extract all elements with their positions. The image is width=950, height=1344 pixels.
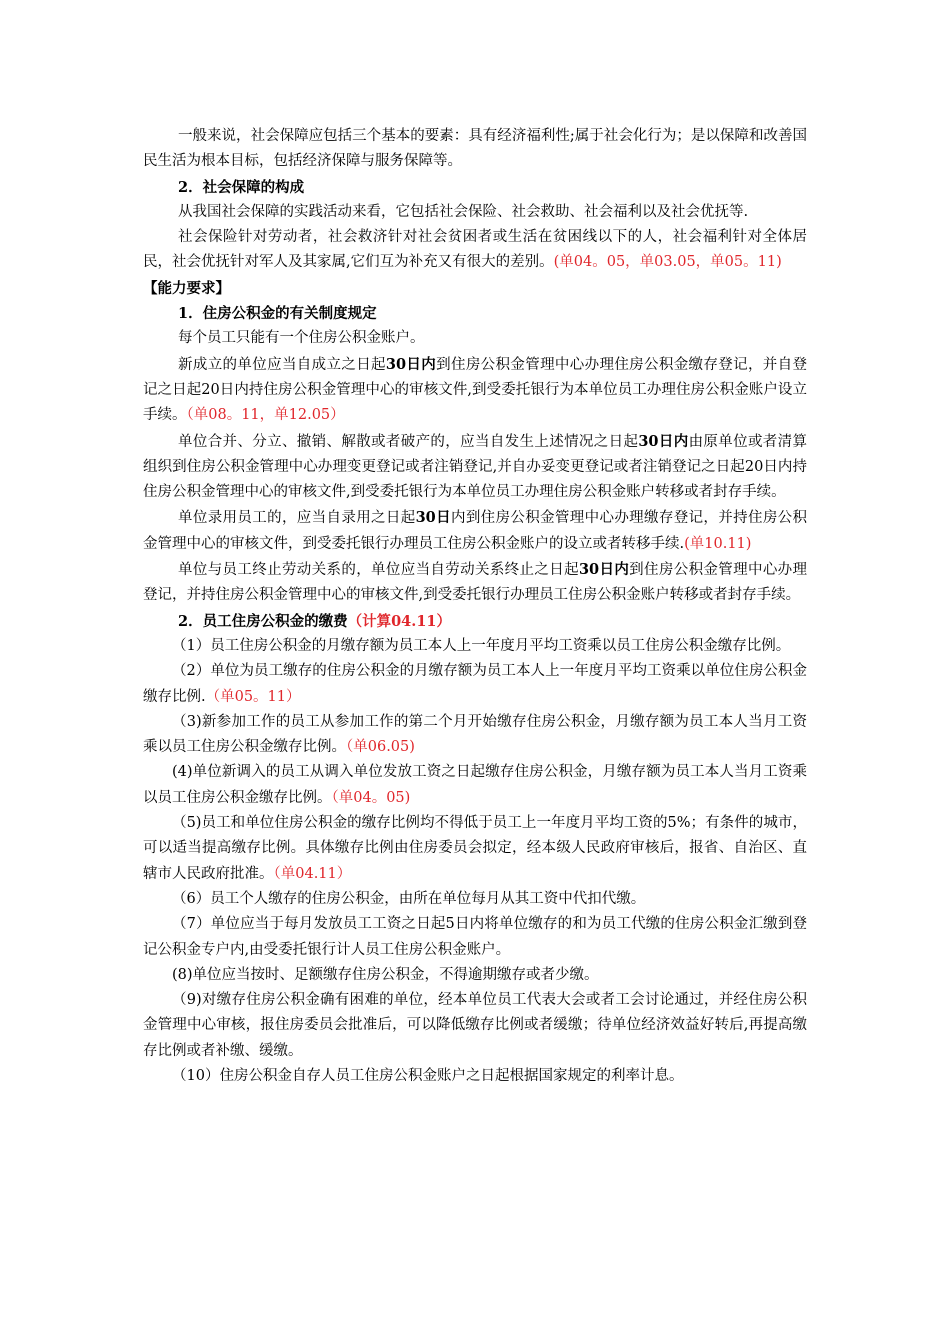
rule-paragraph-2 bbox=[143, 352, 807, 429]
item-text: （3)新参加工作的员工从参加工作的第二个月开始缴存住房公积金，月缴存额为员工本人当月工资乘以员工住房公积金缴存比例。 bbox=[143, 713, 807, 756]
rule-text: 单位与员工终止劳动关系的，单位应当自劳动关系终止之日起 bbox=[178, 562, 579, 579]
item-text: （6）员工个人缴存的住房公积金，由所在单位每月从其工资中代扣代缴。 bbox=[172, 890, 646, 907]
contribution-item bbox=[143, 887, 807, 912]
contribution-item bbox=[143, 634, 807, 659]
item-text: （7）单位应当于每月发放员工工资之日起5日内将单位缴存的和为员工代缴的住房公积金汇缴到登记公积金专户内,由受委托银行计人员工住房公积金账户。 bbox=[143, 916, 807, 958]
rule-paragraph-5 bbox=[143, 557, 807, 609]
contribution-item bbox=[143, 760, 807, 811]
item-text: （1）员工住房公积金的月缴存额为员工本人上一年度月平均工资乘以员工住房公积金缴存比例。 bbox=[172, 637, 791, 654]
item-text: （2）单位为员工缴存的住房公积金的月缴存额为员工本人上一年度月平均工资乘以单位住房公积金缴存比例. bbox=[143, 663, 807, 705]
contribution-item bbox=[143, 963, 807, 988]
item-text: （9)对缴存住房公积金确有困难的单位，经本单位员工代表大会或者工会讨论通过，并经住房公积金管理中心审核，报住房委员会批准后，可以降低缴存比例或者缓缴；待单位经济效益好转后,再提高缴存比例或者补缴、缓缴。 bbox=[143, 992, 807, 1059]
rule-text: 到住房公积金管理中心办理住房公积金缴存登记，并自登记之日起20日内持住房公积金管理中心的审核文件,到受委托银行为本单位员工办理住房公积金账户设立手续。 bbox=[143, 356, 808, 424]
rule-text: 由原单位或者清算组织到住房公积金管理中心办理变更登记或者注销登记,并自办妥变更登记或者注销登记之日起20日内持住房公积金管理中心的审核文件,到受委托银行为本单位员工办理住房公积金账户转移或者封存手续。 bbox=[143, 433, 808, 501]
section-heading-composition: 2．社会保障的构成 bbox=[178, 178, 305, 196]
rule-deadline-bold: 30日内 bbox=[638, 432, 689, 450]
rule-text: 单位合并、分立、撤销、解散或者破产的，应当自发生上述情况之日起 bbox=[178, 433, 639, 450]
rule-text: 到住房公积金管理中心办理登记，并持住房公积金管理中心的审核文件,到受委托银行办理员工住房公积金账户转移或者封存手续。 bbox=[143, 562, 808, 604]
item-text: （10）住房公积金自存人员工住房公积金账户之日起根据国家规定的利率计息。 bbox=[172, 1067, 684, 1084]
rule-deadline-bold: 30日内 bbox=[578, 561, 630, 579]
intro-paragraph-2: 从我国社会保障的实践活动来看，它包括社会保险、社会救助、社会福利以及社会优抚等. bbox=[178, 203, 749, 220]
contribution-item bbox=[143, 811, 807, 887]
contribution-item bbox=[143, 988, 807, 1064]
rule-text: 新成立的单位应当自成立之日起 bbox=[178, 356, 386, 373]
rule-text: 单位录用员工的，应当自录用之日起 bbox=[178, 510, 416, 527]
section-heading-text: 2．员工住房公积金的缴费 bbox=[178, 612, 348, 630]
contribution-item bbox=[143, 912, 807, 963]
intro-paragraph-1: 一般来说，社会保障应包括三个基本的要素：具有经济福利性;属于社会化行为；是以保障和改善国民生活为根本目标，包括经济保障与服务保障等。 bbox=[143, 128, 807, 170]
intro-paragraph-3 bbox=[143, 225, 807, 276]
exam-reference: （单05。11） bbox=[205, 688, 301, 705]
rule-text: 内到住房公积金管理中心办理缴存登记，并持住房公积金管理中心的审核文件，到受委托银行办理员工住房公积金账户的设立或者转移手续. bbox=[143, 510, 808, 552]
section-heading-contributions bbox=[143, 609, 807, 634]
section-heading-housing-fund-rules: 1．住房公积金的有关制度规定 bbox=[178, 305, 377, 323]
rule-deadline-bold: 30日 bbox=[415, 509, 451, 527]
exam-reference: (单04。05，单03.05，单05。11) bbox=[553, 254, 782, 271]
rule-deadline-bold: 30日内 bbox=[385, 355, 437, 373]
exam-reference: （单04.11） bbox=[273, 865, 352, 882]
exam-reference: （计算04.11） bbox=[347, 612, 451, 630]
contribution-item bbox=[143, 1064, 807, 1089]
ability-heading: 【能力要求】 bbox=[143, 279, 230, 297]
exam-reference: （单06.05) bbox=[346, 739, 415, 756]
item-text: （5)员工和单位住房公积金的缴存比例均不得低于员工上一年度月平均工资的5%；有条件的城市，可以适当提高缴存比例。具体缴存比例由住房委员会拟定，经本级人民政府审核后，报省、自治区、直辖市人民政府批准。 bbox=[143, 815, 807, 882]
exam-reference: （单04。05) bbox=[331, 789, 411, 806]
rule-paragraph-3 bbox=[143, 429, 807, 506]
contribution-item bbox=[143, 659, 807, 710]
item-text: (8)单位应当按时、足额缴存住房公积金，不得逾期缴存或者少缴。 bbox=[172, 966, 599, 983]
item-text: (4)单位新调入的员工从调入单位发放工资之日起缴存住房公积金，月缴存额为员工本人当月工资乘以员工住房公积金缴存比例。 bbox=[143, 764, 807, 806]
exam-reference: (单10.11) bbox=[684, 535, 752, 552]
exam-reference: （单08。11，单12.05） bbox=[186, 407, 345, 424]
document-page bbox=[143, 124, 807, 1089]
rule-paragraph-1: 每个员工只能有一个住房公积金账户。 bbox=[178, 330, 425, 347]
contribution-item bbox=[143, 710, 807, 761]
intro-paragraph-3-text: 社会保险针对劳动者，社会救济针对社会贫困者或生活在贫困线以下的人，社会福利针对全体居民，社会优抚针对军人及其家属,它们互为补充又有很大的差别。 bbox=[143, 229, 807, 271]
rule-paragraph-4 bbox=[143, 505, 807, 557]
